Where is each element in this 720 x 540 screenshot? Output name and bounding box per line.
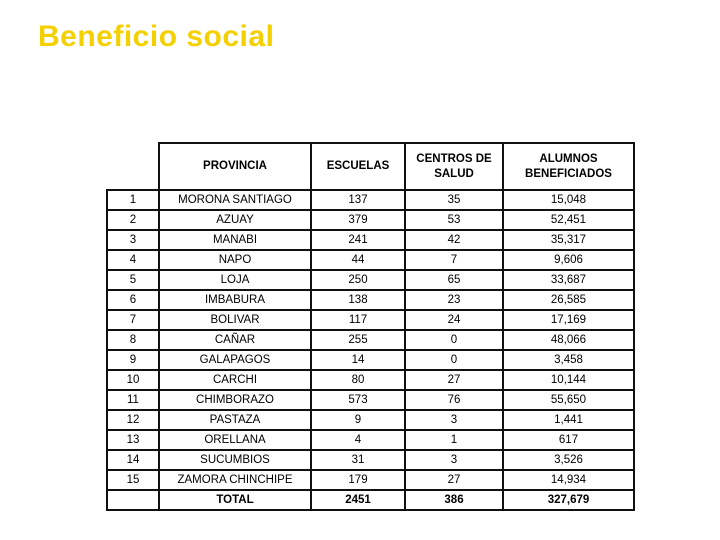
alumnos-cell: 35,317 xyxy=(503,230,634,250)
total-label: TOTAL xyxy=(159,490,311,510)
escuelas-cell: 31 xyxy=(311,450,405,470)
escuelas-cell: 137 xyxy=(311,190,405,210)
escuelas-cell: 4 xyxy=(311,430,405,450)
row-number: 13 xyxy=(107,430,159,450)
total-alumnos: 327,679 xyxy=(503,490,634,510)
provincia-cell: ORELLANA xyxy=(159,430,311,450)
centros-cell: 0 xyxy=(405,350,503,370)
table-row xyxy=(107,450,634,470)
provincia-cell: GALAPAGOS xyxy=(159,350,311,370)
centros-cell: 1 xyxy=(405,430,503,450)
provincia-cell: CARCHI xyxy=(159,370,311,390)
provincia-cell: IMBABURA xyxy=(159,290,311,310)
centros-cell: 42 xyxy=(405,230,503,250)
total-escuelas: 2451 xyxy=(311,490,405,510)
escuelas-cell: 138 xyxy=(311,290,405,310)
row-number: 4 xyxy=(107,250,159,270)
centros-cell: 3 xyxy=(405,410,503,430)
row-number: 9 xyxy=(107,350,159,370)
alumnos-cell: 52,451 xyxy=(503,210,634,230)
escuelas-cell: 179 xyxy=(311,470,405,490)
table-row xyxy=(107,370,634,390)
alumnos-cell: 14,934 xyxy=(503,470,634,490)
escuelas-cell: 379 xyxy=(311,210,405,230)
centros-cell: 65 xyxy=(405,270,503,290)
header-number xyxy=(107,143,159,190)
table-row xyxy=(107,230,634,250)
provincia-cell: LOJA xyxy=(159,270,311,290)
header-alumnos-line1: ALUMNOS xyxy=(539,152,598,165)
header-alumnos-beneficiados xyxy=(503,143,634,190)
total-row xyxy=(107,490,634,510)
table-row xyxy=(107,350,634,370)
slide-title: Beneficio social xyxy=(38,20,275,53)
alumnos-cell: 617 xyxy=(503,430,634,450)
alumnos-cell: 3,458 xyxy=(503,350,634,370)
alumnos-cell: 48,066 xyxy=(503,330,634,350)
escuelas-cell: 241 xyxy=(311,230,405,250)
table-row xyxy=(107,310,634,330)
table-row xyxy=(107,470,634,490)
header-centros-de-salud xyxy=(405,143,503,190)
table-row xyxy=(107,190,634,210)
escuelas-cell: 117 xyxy=(311,310,405,330)
table-row xyxy=(107,290,634,310)
row-number: 1 xyxy=(107,190,159,210)
centros-cell: 24 xyxy=(405,310,503,330)
provincia-cell: NAPO xyxy=(159,250,311,270)
header-centros-line2: SALUD xyxy=(434,167,474,180)
beneficio-table xyxy=(106,142,635,511)
provincia-cell: ZAMORA CHINCHIPE xyxy=(159,470,311,490)
provincia-cell: BOLIVAR xyxy=(159,310,311,330)
alumnos-cell: 10,144 xyxy=(503,370,634,390)
row-number: 6 xyxy=(107,290,159,310)
table-row xyxy=(107,250,634,270)
provincia-cell: CAÑAR xyxy=(159,330,311,350)
alumnos-cell: 9,606 xyxy=(503,250,634,270)
row-number: 8 xyxy=(107,330,159,350)
alumnos-cell: 26,585 xyxy=(503,290,634,310)
row-number: 14 xyxy=(107,450,159,470)
row-number: 5 xyxy=(107,270,159,290)
centros-cell: 27 xyxy=(405,470,503,490)
centros-cell: 76 xyxy=(405,390,503,410)
row-number: 10 xyxy=(107,370,159,390)
escuelas-cell: 250 xyxy=(311,270,405,290)
header-centros-line1: CENTROS DE xyxy=(416,152,492,165)
alumnos-cell: 17,169 xyxy=(503,310,634,330)
escuelas-cell: 14 xyxy=(311,350,405,370)
table-row xyxy=(107,390,634,410)
provincia-cell: MORONA SANTIAGO xyxy=(159,190,311,210)
centros-cell: 7 xyxy=(405,250,503,270)
table-row xyxy=(107,270,634,290)
centros-cell: 53 xyxy=(405,210,503,230)
table-body xyxy=(107,190,634,490)
header-provincia: PROVINCIA xyxy=(159,143,311,190)
row-number: 3 xyxy=(107,230,159,250)
row-number: 11 xyxy=(107,390,159,410)
alumnos-cell: 55,650 xyxy=(503,390,634,410)
table-row xyxy=(107,210,634,230)
header-escuelas: ESCUELAS xyxy=(311,143,405,190)
centros-cell: 0 xyxy=(405,330,503,350)
centros-cell: 3 xyxy=(405,450,503,470)
provincia-cell: PASTAZA xyxy=(159,410,311,430)
table-row xyxy=(107,410,634,430)
provincia-cell: SUCUMBIOS xyxy=(159,450,311,470)
row-number: 12 xyxy=(107,410,159,430)
provincia-cell: AZUAY xyxy=(159,210,311,230)
table-row xyxy=(107,430,634,450)
total-centros: 386 xyxy=(405,490,503,510)
centros-cell: 35 xyxy=(405,190,503,210)
escuelas-cell: 573 xyxy=(311,390,405,410)
total-number-cell xyxy=(107,490,159,510)
alumnos-cell: 3,526 xyxy=(503,450,634,470)
row-number: 2 xyxy=(107,210,159,230)
provincia-cell: MANABI xyxy=(159,230,311,250)
centros-cell: 23 xyxy=(405,290,503,310)
row-number: 15 xyxy=(107,470,159,490)
provincia-cell: CHIMBORAZO xyxy=(159,390,311,410)
escuelas-cell: 255 xyxy=(311,330,405,350)
table-header-row xyxy=(107,143,634,190)
table-row xyxy=(107,330,634,350)
header-alumnos-line2: BENEFICIADOS xyxy=(525,167,612,180)
escuelas-cell: 9 xyxy=(311,410,405,430)
escuelas-cell: 44 xyxy=(311,250,405,270)
escuelas-cell: 80 xyxy=(311,370,405,390)
alumnos-cell: 15,048 xyxy=(503,190,634,210)
centros-cell: 27 xyxy=(405,370,503,390)
row-number: 7 xyxy=(107,310,159,330)
alumnos-cell: 1,441 xyxy=(503,410,634,430)
alumnos-cell: 33,687 xyxy=(503,270,634,290)
